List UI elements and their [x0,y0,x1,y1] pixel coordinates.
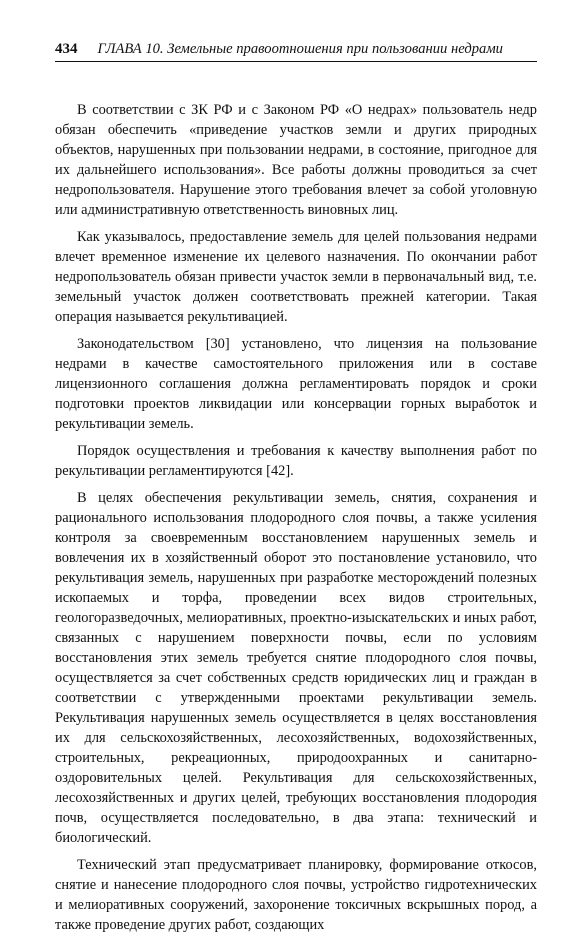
book-page [55,40,537,935]
body-text [55,100,537,935]
paragraph-1: В соответствии с ЗК РФ и с Законом РФ «О недрах» пользователь недр обязан обеспечить «приведение участков земли и других природных объектов, нарушенных при пользовании недрами, в состояние, пригодное для их дальнейшего использования». Все работы должны проводиться за счет недропользователя. Нарушение этого требования влечет за собой уголовную или административную ответственность виновных лиц. [55,102,537,218]
running-head [55,40,537,62]
chapter-title: ГЛАВА 10. Земельные правоотношения при пользовании недрами [97,41,503,57]
page-number: 434 [55,41,78,57]
paragraph-4: Порядок осуществления и требования к качеству выполнения работ по рекультивации регламентируются [42]. [55,443,537,479]
paragraph-3: Законодательством [30] установлено, что лицензия на пользование недрами в качестве самостоятельного приложения или в составе лицензионного соглашения должна регламентировать порядок и сроки подготовки проектов ликвидации или консервации горных выработок и рекультивации земель. [55,336,537,432]
paragraph-5: В целях обеспечения рекультивации земель, снятия, сохранения и рационального использования плодородного слоя почвы, а также усиления контроля за своевременным восстановлением нарушенных земель и вовлечения их в хозяйственный оборот это постановление установило, что рекультивация земель, нарушенных при разработке месторождений полезных ископаемых и торфа, проведении всех видов строительных, геологоразведочных, мелиоративных, проектно-изыскательских и иных работ, связанных с нарушением поверхности почвы, если по условиям восстановления этих земель требуется снятие плодородного слоя почвы, осуществляется за счет собственных средств юридических лиц и граждан в соответствии с утвержденными проектами рекультивации земель. Рекультивация нарушенных земель осуществляется в целях восстановления их для сельскохозяйственных, лесохозяйственных, водохозяйственных, строительных, рекреационных, природоохранных и санитарно-оздоровительных целей. Рекультивация для сельскохозяйственных, лесохозяйственных и других целей, требующих восстановления плодородия почв, осуществляется последовательно, в два этапа: технический и биологический. [55,490,537,846]
paragraph-6: Технический этап предусматривает планировку, формирование откосов, снятие и нанесение плодородного слоя почвы, устройство гидротехнических и мелиоративных сооружений, захоронение токсичных вскрышных пород, а также проведение других работ, создающих [55,857,537,933]
paragraph-2: Как указывалось, предоставление земель для целей пользования недрами влечет временное изменение их целевого назначения. По окончании работ недропользователь обязан привести участок земли в первоначальный вид, т.е. земельный участок должен соответствовать прежней категории. Такая операция называется рекультивацией. [55,229,537,325]
